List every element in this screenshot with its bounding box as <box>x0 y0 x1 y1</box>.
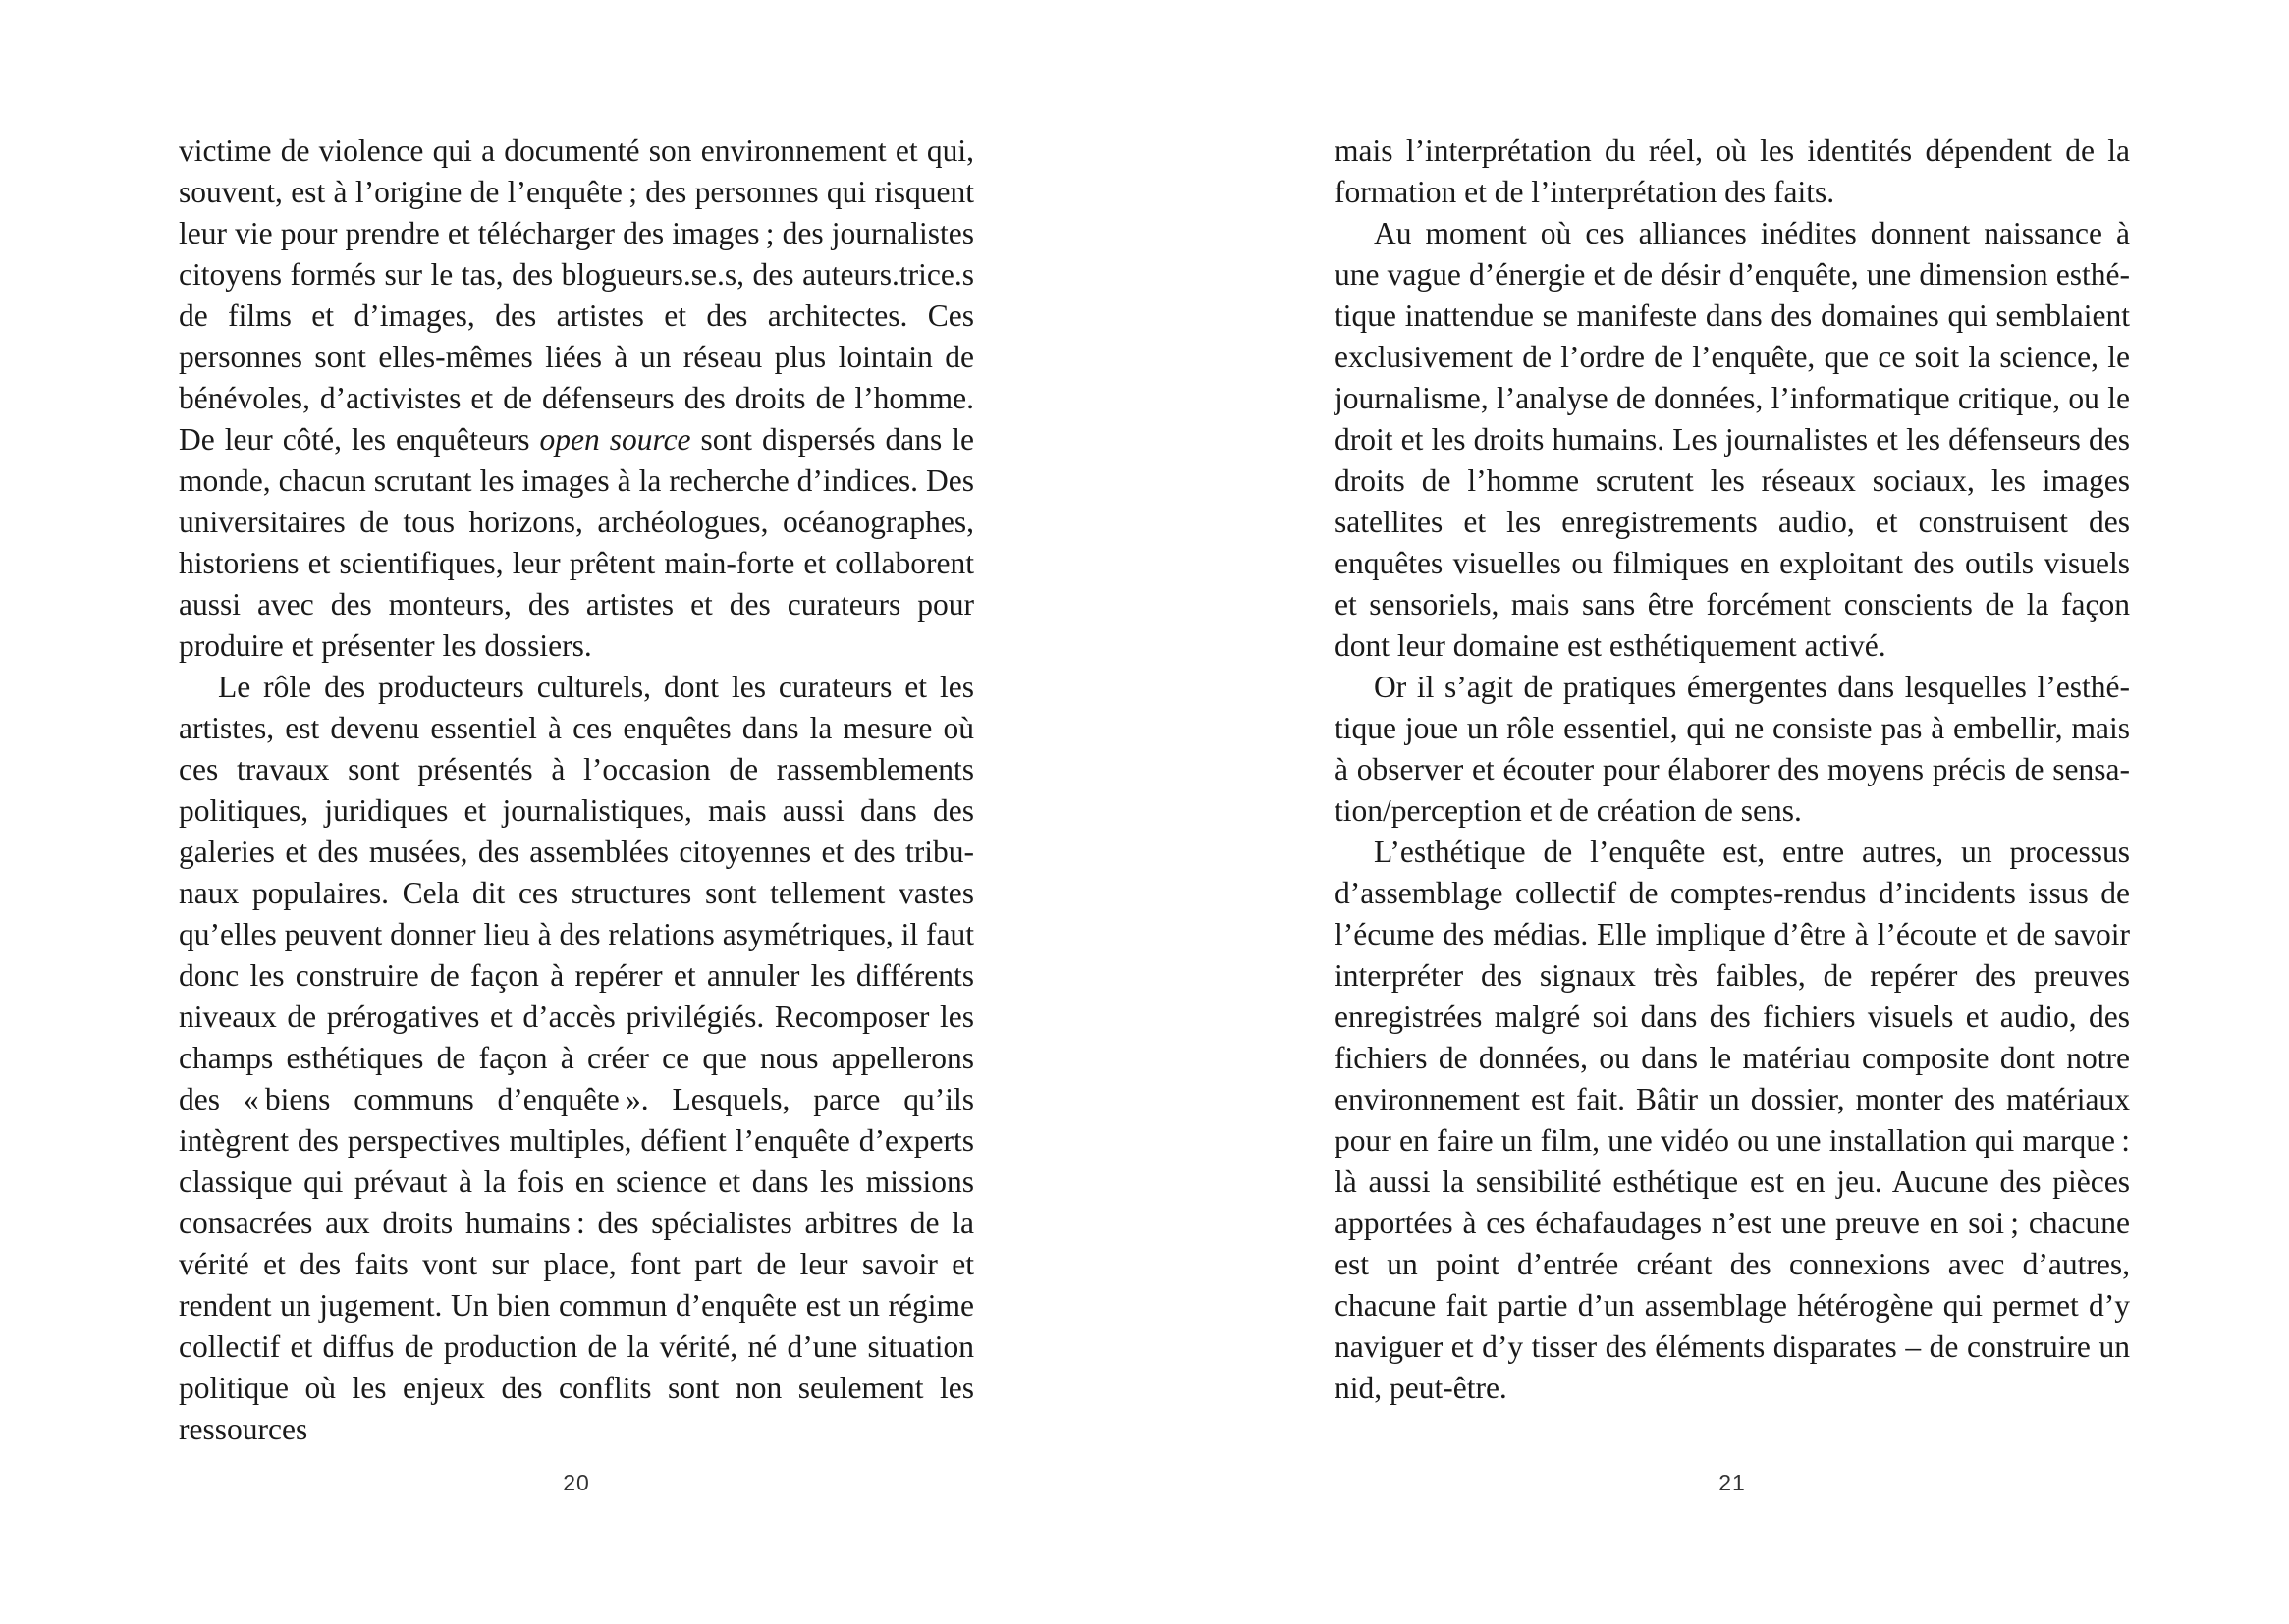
paragraph: Or il s’agit de pratiques émergentes dans lesquelles l’esthétique joue un rôle essentiel, qui ne consiste pas à embellir, mais à observer et écouter pour élaborer des moyens précis de sensation/perception et de création de sens. <box>1335 670 2130 828</box>
paragraph: L’esthétique de l’enquête est, entre autres, un processus d’assemblage collectif de comptes-rendus d’incidents issus de l’écume des médias. Elle implique d’être à l’écoute et de savoir interpréter des signaux très faibles, de repérer des preuves enregistrées malgré soi dans des fichiers visuels et audio, des fichiers de données, ou dans le matériau composite dont notre environnement est fait. Bâtir un dossier, monter des matériaux pour en faire un film, une vidéo ou une installation qui marque : là aussi la sensibilité esthétique est en jeu. Aucune des pièces apportées à ces échafaudages n’est une preuve en soi ; chacune est un point d’entrée créant des connexions avec d’autres, chacune fait partie d’un assemblage hétérogène qui permet d’y naviguer et d’y tisser des éléments disparates – de construire un nid, peut-être. <box>1335 835 2130 1405</box>
paragraph-continued: mais l’interprétation du réel, où les identités dépendent de la formation et de l’interprétation des faits. <box>1335 134 2130 209</box>
paragraph-continued <box>179 131 974 667</box>
italic-term: open source <box>539 422 691 457</box>
paragraph: Au moment où ces alliances inédites donnent naissance à une vague d’énergie et de désir d’enquête, une dimension esthétique inattendue se manifeste dans des domaines qui semblaient exclusivement de l’ordre de l’enquête, que ce soit la science, le journalisme, l’analyse de données, l’informatique critique, ou le droit et les droits humains. Les journalistes et les défenseurs des droits de l’homme scrutent les réseaux sociaux, les images satellites et les enregistrements audio, et construisent des enquêtes visuelles ou filmiques en exploitant des outils visuels et sensoriels, mais sans être forcément conscients de la façon dont leur domaine est esthétiquement activé. <box>1335 216 2130 663</box>
left-page <box>0 0 1144 1624</box>
paragraph: Le rôle des producteurs culturels, dont les curateurs et les artistes, est devenu essentiel à ces enquêtes dans la mesure où ces travaux sont présentés à l’occasion de rassemblements politiques, juridiques et journalistiques, mais aussi dans des galeries et des musées, des assemblées citoyennes et des tribunaux populaires. Cela dit ces structures sont tellement vastes qu’elles peuvent donner lieu à des relations asymétriques, il faut donc les construire de façon à repérer et annuler les différents niveaux de prérogatives et d’accès privilégiés. Recomposer les champs esthétiques de façon à créer ce que nous appellerons des « biens communs d’enquête ». Lesquels, parce qu’ils intègrent des perspectives multiples, défient l’enquête d’experts classique qui prévaut à la fois en science et dans les missions consacrées aux droits humains : des spécialistes arbitres de la vérité et des faits vont sur place, font part de leur savoir et rendent un jugement. Un bien commun d’enquête est un régime collectif et diffus de production de la vérité, né d’une situation politique où les enjeux des conflits sont non seulement les ressources <box>179 670 975 1446</box>
right-page-body <box>1335 131 2130 1409</box>
right-page <box>1145 0 2289 1624</box>
page-number: 21 <box>1718 1470 1746 1495</box>
paragraph-text: victime de violence qui a documenté son environnement et qui, souvent, est à l’origine de l’enquête ; des personnes qui risquent leur vie pour prendre et télécharger des images ; des journalistes citoyens formés sur le tas, des blogueurs.se.s, des auteurs.trice.s de films et d’images, des artistes et des architectes. Ces personnes sont elles-mêmes liées à un réseau plus lointain de bénévoles, d’activistes et de défenseurs des droits de l’homme. De leur côté, les enquêteurs <box>179 134 974 457</box>
paragraph-text: sont dispersés dans le monde, chacun scrutant les images à la recherche d’indices. Des universitaires de tous horizons, archéologues, océanographes, historiens et scientifiques, leur prêtent main-forte et collaborent aussi avec des monteurs, des artistes et des curateurs pour produire et présenter les dossiers. <box>179 422 974 663</box>
page-number: 20 <box>563 1470 590 1495</box>
left-page-body <box>179 131 974 1450</box>
